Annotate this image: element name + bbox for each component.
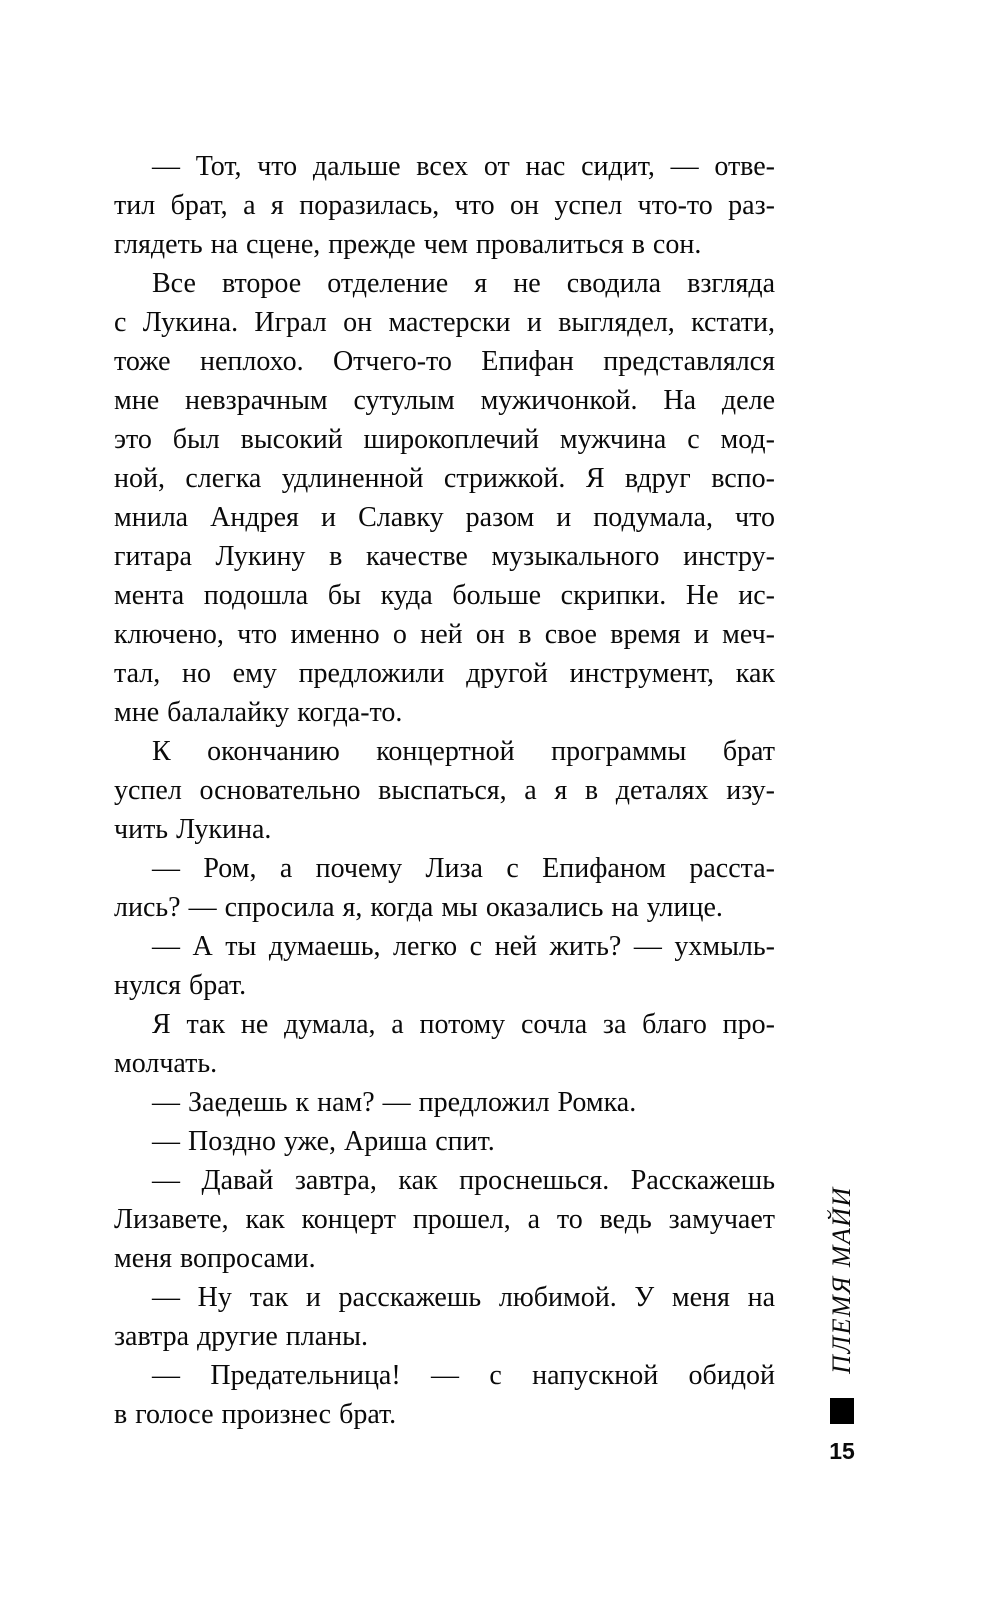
text-line: гитара Лукину в качестве музыкального инстру-: [114, 541, 775, 572]
text-line: глядеть на сцене, прежде чем провалиться в сон.: [114, 229, 702, 260]
page-number: 15: [829, 1438, 855, 1464]
paragraph: [114, 732, 775, 849]
text-line: мнила Андрея и Славку разом и подумала, что: [114, 502, 775, 533]
text-line: К окончанию концертной программы брат: [152, 736, 775, 767]
paragraph: [114, 147, 775, 264]
text-line: — Предательница! — с напускной обидой: [152, 1360, 775, 1391]
text-line: — Ром, а почему Лиза с Епифаном расста-: [152, 853, 775, 884]
text-line: нулся брат.: [114, 970, 247, 1001]
text-line: мне балалайку когда-то.: [114, 697, 403, 728]
text-line: — Ну так и расскажешь любимой. У меня на: [152, 1282, 775, 1313]
text-line: лись? — спросила я, когда мы оказались на улице.: [114, 892, 723, 923]
text-line: в голосе произнес брат.: [114, 1399, 397, 1430]
text-line: это был высокий широкоплечий мужчина с мод-: [114, 424, 775, 455]
text-line: мента подошла бы куда больше скрипки. Не ис-: [114, 580, 775, 611]
paragraph: [114, 264, 775, 732]
text-line: — Тот, что дальше всех от нас сидит, — отве-: [152, 151, 775, 182]
paragraph: [114, 1122, 775, 1161]
text-line: Все второе отделение я не сводила взгляда: [152, 268, 775, 299]
text-line: — Поздно уже, Ариша спит.: [152, 1126, 495, 1157]
paragraph: [114, 1005, 775, 1083]
text-line: успел основательно выспаться, а я в деталях изу-: [114, 775, 775, 806]
margin-book-title-wrap: [828, 1170, 856, 1390]
paragraph: [114, 1356, 775, 1434]
paragraph: [114, 1083, 775, 1122]
section-marker-square: [830, 1398, 854, 1424]
text-line: — А ты думаешь, легко с ней жить? — ухмыль-: [152, 931, 775, 962]
paragraph: [114, 927, 775, 1005]
margin-book-title: ПЛЕМЯ МАЙИ: [827, 1186, 856, 1374]
paragraph: [114, 849, 775, 927]
text-line: тил брат, а я поразилась, что он успел что-то раз-: [114, 190, 775, 221]
text-line: — Давай завтра, как проснешься. Расскажешь: [152, 1165, 775, 1196]
text-line: ключено, что именно о ней он в свое время и меч-: [114, 619, 775, 650]
text-line: чить Лукина.: [114, 814, 272, 845]
text-line: ной, слегка удлиненной стрижкой. Я вдруг вспо-: [114, 463, 775, 494]
text-line: меня вопросами.: [114, 1243, 316, 1274]
text-line: с Лукина. Играл он мастерски и выглядел, кстати,: [114, 307, 775, 338]
text-line: мне невзрачным сутулым мужичонкой. На деле: [114, 385, 775, 416]
text-line: тал, но ему предложили другой инструмент, как: [114, 658, 775, 689]
paragraph: [114, 1161, 775, 1278]
text-line: — Заедешь к нам? — предложил Ромка.: [152, 1087, 637, 1118]
text-line: завтра другие планы.: [114, 1321, 368, 1352]
paragraph: [114, 1278, 775, 1356]
text-line: молчать.: [114, 1048, 218, 1079]
text-line: Лизавете, как концерт прошел, а то ведь замучает: [114, 1204, 775, 1235]
text-line: Я так не думала, а потому сочла за благо про-: [152, 1009, 775, 1040]
body-text: [114, 147, 775, 1434]
text-line: тоже неплохо. Отчего-то Епифан представлялся: [114, 346, 775, 377]
